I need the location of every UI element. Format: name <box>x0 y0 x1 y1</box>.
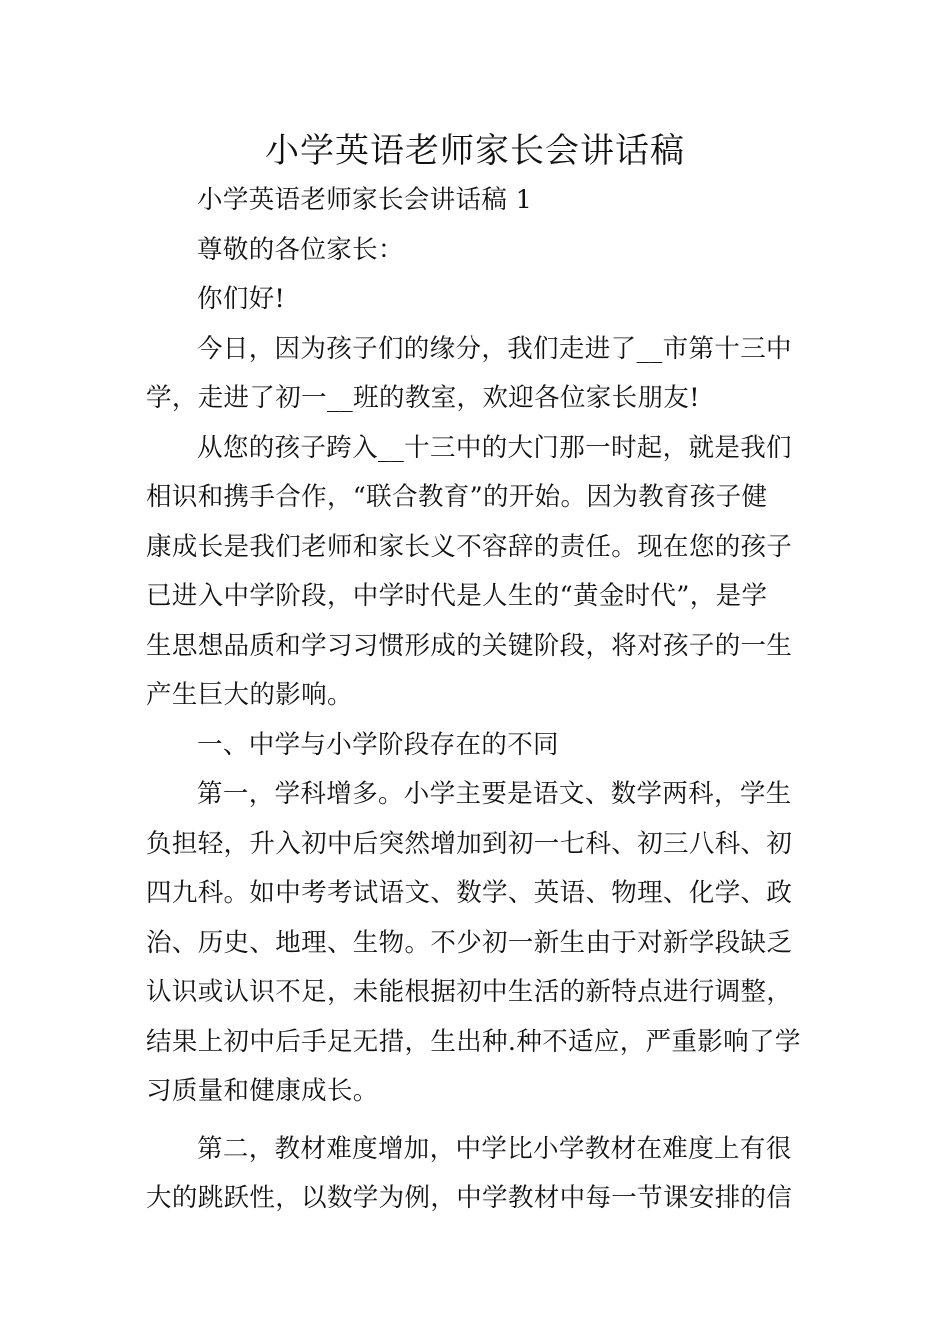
document-title: 小学英语老师家长会讲话稿 <box>265 131 685 171</box>
paragraph-line: 从您的孩子跨入__十三中的大门那一时起，就是我们 <box>197 432 792 463</box>
paragraph-line: 生思想品质和学习习惯形成的关键阶段，将对孩子的一生 <box>146 630 793 661</box>
paragraph-line: 大的跳跃性，以数学为例，中学教材中每一节课安排的信 <box>146 1183 793 1213</box>
document-body <box>146 176 810 1224</box>
paragraph-gap <box>146 1117 810 1125</box>
paragraph-line: 习质量和健康成长。 <box>146 1076 379 1106</box>
paragraph-line: 相识和携手合作，“联合教育”的开始。因为教育孩子健 <box>146 482 768 512</box>
greeting-line: 尊敬的各位家长： <box>197 234 404 265</box>
paragraph-line: 四九科。如中考考试语文、数学、英语、物理、化学、政 <box>146 878 793 908</box>
paragraph-line: 第一，学科增多。小学主要是语文、数学两科，学生 <box>197 779 792 809</box>
section-heading: 一、中学与小学阶段存在的不同 <box>197 729 559 760</box>
salutation-line: 你们好! <box>197 284 286 314</box>
paragraph-line: 治、历史、地理、生物。不少初一新生由于对新学段缺乏 <box>146 927 793 958</box>
paragraph-line: 学，走进了初一__班的教室，欢迎各位家长朋友! <box>146 383 700 413</box>
paragraph-line: 结果上初中后手足无措，生出种.种不适应，严重影响了学 <box>146 1026 801 1057</box>
paragraph-line: 康成长是我们老师和家长义不容辞的责任。现在您的孩子 <box>146 531 793 562</box>
paragraph-line: 负担轻，升入初中后突然增加到初一七科、初三八科、初 <box>146 828 793 859</box>
paragraph-line: 今日，因为孩子们的缘分，我们走进了__市第十三中 <box>197 333 792 364</box>
paragraph-line: 第二，教材难度增加，中学比小学教材在难度上有很 <box>197 1133 792 1164</box>
paragraph-line: 认识或认识不足，未能根据初中生活的新特点进行调整， <box>146 977 793 1007</box>
paragraph-line: 已进入中学阶段，中学时代是人生的“黄金时代”，是学 <box>146 581 768 611</box>
paragraph-line: 产生巨大的影响。 <box>146 680 353 710</box>
subtitle-line: 小学英语老师家长会讲话稿 1 <box>197 185 533 215</box>
